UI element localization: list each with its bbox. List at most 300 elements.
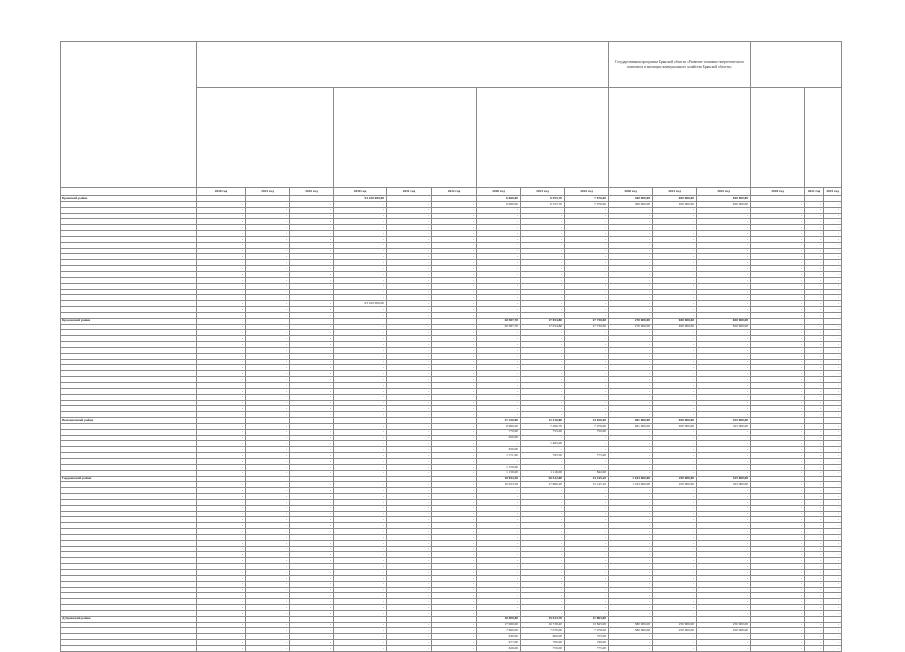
value-cell: - <box>824 371 842 377</box>
value-cell: - <box>477 307 521 313</box>
value-cell: - <box>290 435 334 441</box>
value-cell: - <box>609 464 653 470</box>
value-cell: - <box>246 336 290 342</box>
value-cell: - <box>290 242 334 248</box>
value-cell: 250 000,00 <box>697 622 751 628</box>
value-cell: - <box>521 511 565 517</box>
value-cell: - <box>290 529 334 535</box>
value-cell: - <box>387 587 432 593</box>
value-cell: - <box>697 494 751 500</box>
value-cell: - <box>824 394 842 400</box>
value-cell: - <box>565 447 609 453</box>
value-cell: - <box>477 558 521 564</box>
value-cell: - <box>805 219 824 225</box>
value-cell: - <box>653 634 697 640</box>
value-cell: - <box>290 581 334 587</box>
value-cell: 1 116,00 <box>521 470 565 476</box>
value-cell: - <box>824 453 842 459</box>
value-cell: - <box>477 587 521 593</box>
group-header-1 <box>197 42 609 88</box>
value-cell: - <box>805 207 824 213</box>
value-cell: - <box>751 645 805 651</box>
value-cell: - <box>521 435 565 441</box>
value-cell: - <box>805 645 824 651</box>
value-cell: - <box>290 406 334 412</box>
value-cell: - <box>477 388 521 394</box>
value-cell: - <box>290 388 334 394</box>
value-cell: - <box>477 394 521 400</box>
value-cell: - <box>290 517 334 523</box>
year-header-cell: 2021 год <box>653 188 697 196</box>
value-cell: - <box>334 575 387 581</box>
value-cell: - <box>565 236 609 242</box>
value-cell: 1 150,00 <box>477 464 521 470</box>
value-cell: - <box>697 534 751 540</box>
value-cell: - <box>565 517 609 523</box>
value-cell: - <box>751 371 805 377</box>
value-cell: - <box>432 505 477 511</box>
value-cell: - <box>432 371 477 377</box>
value-cell: - <box>697 570 751 576</box>
value-cell: - <box>387 412 432 418</box>
value-cell: - <box>609 242 653 248</box>
value-cell: - <box>387 371 432 377</box>
value-cell: - <box>565 552 609 558</box>
value-cell: - <box>334 622 387 628</box>
value-cell: - <box>387 529 432 535</box>
value-cell: - <box>521 383 565 389</box>
value-cell: - <box>290 622 334 628</box>
value-cell: - <box>653 365 697 371</box>
value-cell: - <box>609 307 653 313</box>
value-cell: - <box>521 312 565 318</box>
value-cell: - <box>432 628 477 634</box>
value-cell: - <box>387 400 432 406</box>
value-cell: - <box>751 628 805 634</box>
value-cell: - <box>653 558 697 564</box>
value-cell: - <box>751 575 805 581</box>
value-cell: - <box>334 260 387 266</box>
value-cell: - <box>246 511 290 517</box>
value-cell: - <box>824 254 842 260</box>
value-cell: - <box>246 301 290 307</box>
value-cell: - <box>334 610 387 616</box>
value-cell: - <box>197 231 246 237</box>
value-cell: 17 054,80 <box>521 318 565 324</box>
value-cell: - <box>751 570 805 576</box>
value-cell: - <box>246 260 290 266</box>
value-cell: - <box>653 540 697 546</box>
value-cell: - <box>477 283 521 289</box>
value-cell: - <box>521 260 565 266</box>
value-cell: - <box>387 645 432 651</box>
value-cell: - <box>290 412 334 418</box>
value-cell: - <box>824 242 842 248</box>
value-cell: - <box>609 435 653 441</box>
table-body <box>61 196 842 652</box>
value-cell: - <box>290 423 334 429</box>
value-cell: - <box>697 377 751 383</box>
value-cell: - <box>697 231 751 237</box>
value-cell: - <box>290 523 334 529</box>
value-cell: 580 000,00 <box>609 622 653 628</box>
row-name-cell: Выгоничский район <box>61 418 197 424</box>
value-cell: - <box>334 388 387 394</box>
value-cell: - <box>477 271 521 277</box>
value-cell: - <box>290 464 334 470</box>
value-cell: - <box>697 213 751 219</box>
value-cell: - <box>609 207 653 213</box>
value-cell: - <box>824 558 842 564</box>
value-cell: - <box>387 219 432 225</box>
value-cell: - <box>565 605 609 611</box>
year-header-blank <box>61 188 197 196</box>
value-cell: - <box>290 429 334 435</box>
value-cell: - <box>521 581 565 587</box>
value-cell: - <box>334 353 387 359</box>
value-cell: - <box>697 575 751 581</box>
value-cell: 650 000,00 <box>653 201 697 207</box>
value-cell: - <box>477 581 521 587</box>
value-cell: - <box>565 289 609 295</box>
value-cell: - <box>565 534 609 540</box>
value-cell: - <box>432 324 477 330</box>
value-cell: - <box>697 207 751 213</box>
value-cell: - <box>334 429 387 435</box>
value-cell: 650,00 <box>477 447 521 453</box>
value-cell: - <box>565 283 609 289</box>
value-cell: - <box>246 201 290 207</box>
value-cell: - <box>653 242 697 248</box>
value-cell: - <box>246 458 290 464</box>
value-cell: - <box>387 558 432 564</box>
value-cell: 20 587,70 <box>477 318 521 324</box>
value-cell: 13 845,00 <box>565 622 609 628</box>
value-cell: - <box>246 546 290 552</box>
year-header-cell: 2020 год <box>609 188 653 196</box>
value-cell: - <box>824 593 842 599</box>
value-cell: - <box>387 435 432 441</box>
value-cell: - <box>521 371 565 377</box>
value-cell: - <box>521 266 565 272</box>
value-cell: - <box>609 289 653 295</box>
value-cell: 270 000,00 <box>609 318 653 324</box>
value-cell: - <box>432 219 477 225</box>
value-cell: - <box>432 570 477 576</box>
value-cell: 250 000,00 <box>653 476 697 482</box>
value-cell: 650 000,00 <box>697 201 751 207</box>
value-cell: - <box>609 312 653 318</box>
value-cell: - <box>387 610 432 616</box>
value-cell: - <box>697 260 751 266</box>
value-cell: - <box>751 312 805 318</box>
value-cell: - <box>824 441 842 447</box>
value-cell: - <box>609 645 653 651</box>
value-cell: 7 076,00 <box>565 628 609 634</box>
value-cell: - <box>751 505 805 511</box>
value-cell: - <box>751 254 805 260</box>
value-cell: - <box>565 505 609 511</box>
value-cell: - <box>697 447 751 453</box>
value-cell: - <box>805 441 824 447</box>
value-cell: - <box>290 231 334 237</box>
value-cell: - <box>197 324 246 330</box>
value-cell: - <box>246 552 290 558</box>
table-header <box>61 42 842 196</box>
value-cell: - <box>565 277 609 283</box>
value-cell: - <box>824 201 842 207</box>
value-cell: - <box>805 587 824 593</box>
value-cell: - <box>653 394 697 400</box>
value-cell: - <box>653 610 697 616</box>
value-cell: - <box>805 277 824 283</box>
value-cell: - <box>824 295 842 301</box>
value-cell: - <box>290 587 334 593</box>
value-cell: - <box>805 365 824 371</box>
value-cell: - <box>290 359 334 365</box>
value-cell: - <box>824 359 842 365</box>
value-cell: - <box>334 587 387 593</box>
value-cell: - <box>477 494 521 500</box>
value-cell: - <box>824 324 842 330</box>
value-cell: - <box>477 219 521 225</box>
value-cell: - <box>751 482 805 488</box>
value-cell: - <box>334 342 387 348</box>
value-cell: - <box>477 289 521 295</box>
value-cell: - <box>697 645 751 651</box>
value-cell: 650 000,00 <box>653 324 697 330</box>
value-cell: - <box>805 593 824 599</box>
value-cell: - <box>432 593 477 599</box>
value-cell: - <box>653 388 697 394</box>
value-cell: - <box>609 546 653 552</box>
value-cell: - <box>521 277 565 283</box>
value-cell: - <box>334 581 387 587</box>
value-cell: - <box>387 540 432 546</box>
value-cell: - <box>334 470 387 476</box>
value-cell: - <box>432 529 477 535</box>
value-cell: - <box>751 225 805 231</box>
value-cell: - <box>197 447 246 453</box>
value-cell: - <box>805 295 824 301</box>
value-cell: - <box>246 587 290 593</box>
value-cell: - <box>477 511 521 517</box>
group-header-3 <box>751 42 842 88</box>
value-cell: - <box>197 628 246 634</box>
value-cell: - <box>432 260 477 266</box>
value-cell: - <box>432 266 477 272</box>
value-cell: - <box>697 546 751 552</box>
value-cell: - <box>697 236 751 242</box>
value-cell: - <box>432 482 477 488</box>
value-cell: - <box>609 271 653 277</box>
year-header-cell: 2022 год <box>697 188 751 196</box>
value-cell: - <box>653 453 697 459</box>
value-cell: - <box>609 342 653 348</box>
value-cell: - <box>697 429 751 435</box>
value-cell: - <box>521 242 565 248</box>
value-cell: - <box>653 371 697 377</box>
value-cell: - <box>290 552 334 558</box>
value-cell: - <box>387 581 432 587</box>
value-cell: - <box>824 517 842 523</box>
value-cell: - <box>824 645 842 651</box>
value-cell: - <box>477 499 521 505</box>
value-cell: - <box>334 242 387 248</box>
value-cell: - <box>824 546 842 552</box>
value-cell: 481 000,00 <box>609 418 653 424</box>
value-cell: - <box>197 505 246 511</box>
value-cell: - <box>290 283 334 289</box>
value-cell: - <box>334 213 387 219</box>
value-cell: - <box>751 517 805 523</box>
year-header-cell: 2020 год <box>477 188 521 196</box>
value-cell: - <box>290 610 334 616</box>
value-cell: - <box>824 581 842 587</box>
value-cell: - <box>824 301 842 307</box>
value-cell: - <box>197 640 246 646</box>
value-cell: 93 220 000,00 <box>334 196 387 202</box>
value-cell: - <box>565 266 609 272</box>
value-cell: - <box>824 447 842 453</box>
value-cell: - <box>824 464 842 470</box>
value-cell: - <box>334 593 387 599</box>
value-cell: - <box>565 260 609 266</box>
value-cell: - <box>805 470 824 476</box>
value-cell: - <box>824 213 842 219</box>
value-cell: - <box>197 277 246 283</box>
value-cell: - <box>751 610 805 616</box>
value-cell: 1 571,00 <box>477 453 521 459</box>
value-cell: - <box>751 219 805 225</box>
value-cell: - <box>609 494 653 500</box>
value-cell: - <box>477 377 521 383</box>
value-cell: - <box>246 266 290 272</box>
value-cell: - <box>653 412 697 418</box>
value-cell: - <box>197 225 246 231</box>
value-cell: - <box>197 429 246 435</box>
value-cell: - <box>824 266 842 272</box>
value-cell: - <box>653 231 697 237</box>
value-cell: - <box>197 511 246 517</box>
value-cell: - <box>824 412 842 418</box>
value-cell: - <box>432 447 477 453</box>
value-cell: - <box>653 295 697 301</box>
value-cell: - <box>751 587 805 593</box>
value-cell: - <box>805 236 824 242</box>
value-cell: - <box>751 529 805 535</box>
value-cell: - <box>697 371 751 377</box>
value-cell: - <box>565 342 609 348</box>
value-cell: - <box>805 371 824 377</box>
value-cell: - <box>751 540 805 546</box>
value-cell: - <box>653 546 697 552</box>
value-cell: - <box>805 342 824 348</box>
value-cell: - <box>751 406 805 412</box>
value-cell: - <box>751 383 805 389</box>
value-cell: - <box>521 342 565 348</box>
value-cell: - <box>197 453 246 459</box>
row-name-cell: Брасовский район <box>61 318 197 324</box>
value-cell: - <box>824 307 842 313</box>
value-cell: - <box>609 219 653 225</box>
value-cell: 6 660,00 <box>477 423 521 429</box>
value-cell: 650 000,00 <box>653 418 697 424</box>
value-cell: 1 163 600,00 <box>609 482 653 488</box>
value-cell: - <box>824 587 842 593</box>
value-cell: - <box>824 575 842 581</box>
value-cell: - <box>290 400 334 406</box>
value-cell: - <box>387 575 432 581</box>
value-cell: - <box>824 277 842 283</box>
value-cell: - <box>334 628 387 634</box>
value-cell: - <box>477 342 521 348</box>
value-cell: - <box>387 499 432 505</box>
value-cell: - <box>697 365 751 371</box>
value-cell: - <box>653 593 697 599</box>
value-cell: - <box>751 593 805 599</box>
value-cell: - <box>751 266 805 272</box>
value-cell: - <box>432 488 477 494</box>
value-cell: - <box>290 488 334 494</box>
year-header-cell: 2021 год <box>521 188 565 196</box>
column-header-3 <box>477 88 609 188</box>
value-cell: - <box>334 482 387 488</box>
value-cell: - <box>565 458 609 464</box>
value-cell: - <box>653 342 697 348</box>
value-cell: - <box>432 534 477 540</box>
year-header-cell: 2022 год <box>565 188 609 196</box>
value-cell: - <box>824 640 842 646</box>
value-cell: - <box>290 271 334 277</box>
value-cell: - <box>653 254 697 260</box>
value-cell: - <box>477 605 521 611</box>
value-cell: 12 310,80 <box>521 418 565 424</box>
value-cell: - <box>477 236 521 242</box>
value-cell: - <box>334 458 387 464</box>
value-cell: - <box>609 412 653 418</box>
value-cell: 6 660,00 <box>477 201 521 207</box>
value-cell: - <box>653 248 697 254</box>
value-cell: - <box>565 242 609 248</box>
value-cell: - <box>387 347 432 353</box>
value-cell: - <box>432 347 477 353</box>
value-cell: - <box>521 494 565 500</box>
value-cell: - <box>609 283 653 289</box>
value-cell: - <box>246 499 290 505</box>
value-cell: - <box>653 447 697 453</box>
value-cell: 11 863,00 <box>565 616 609 622</box>
value-cell: - <box>197 312 246 318</box>
value-cell: - <box>751 599 805 605</box>
column-header-6 <box>805 88 842 188</box>
value-cell: 17 860,20 <box>521 482 565 488</box>
value-cell: - <box>805 242 824 248</box>
value-cell: - <box>432 207 477 213</box>
value-cell: - <box>246 359 290 365</box>
value-cell: - <box>751 248 805 254</box>
value-cell: - <box>824 523 842 529</box>
value-cell: - <box>653 587 697 593</box>
value-cell: - <box>805 453 824 459</box>
value-cell: - <box>697 540 751 546</box>
value-cell: - <box>197 353 246 359</box>
value-cell: - <box>387 640 432 646</box>
value-cell: - <box>751 289 805 295</box>
value-cell: - <box>697 488 751 494</box>
column-header-2 <box>334 88 477 188</box>
budget-table <box>60 41 842 652</box>
